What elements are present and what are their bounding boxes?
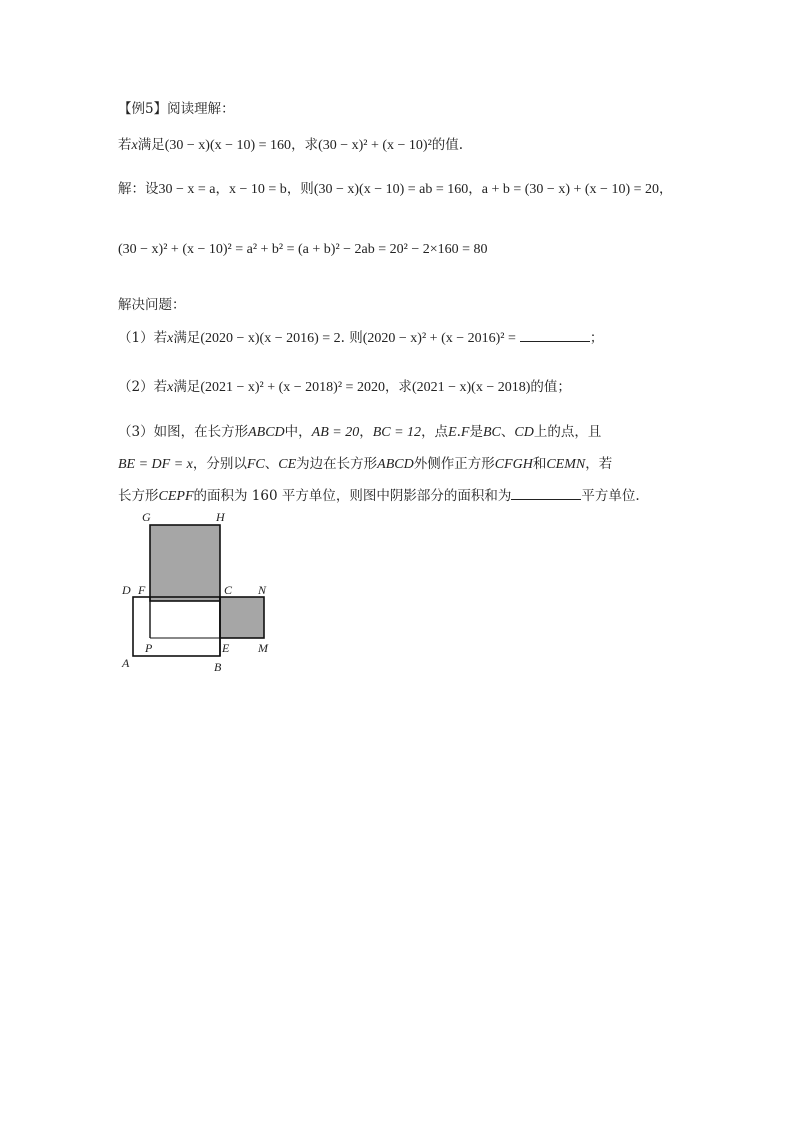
q3-math: CEPF <box>158 489 194 504</box>
q3-math: BC <box>482 425 501 440</box>
q3-math: CD <box>514 425 534 440</box>
q2-text: （2）若 <box>118 379 168 395</box>
label-a: A <box>122 656 130 670</box>
q2-text: 的值； <box>530 379 571 395</box>
variable-x: x <box>131 138 138 153</box>
q3-math: CEMN <box>546 457 586 472</box>
question-3-line-2 <box>118 454 612 475</box>
label-m: M <box>258 641 268 655</box>
q3-math: ABCD <box>377 457 414 472</box>
question-3-line-3 <box>118 486 640 507</box>
label-h: H <box>216 510 225 524</box>
example-title-text: 【例5】阅读理解： <box>118 101 235 117</box>
label-c: C <box>224 583 233 597</box>
q1-text: ； <box>589 330 604 346</box>
q1-expression: (2020 − x)² + (x − 2016)² = <box>362 331 516 346</box>
q2-expression: (2021 − x)(x − 2018) <box>411 380 531 395</box>
q3-text: 为边在长方形 <box>296 456 378 472</box>
square-cfgh <box>150 525 220 601</box>
q1-text: . 则 <box>340 330 363 346</box>
question-3-line-1 <box>118 422 601 443</box>
q3-text: ，若 <box>585 456 613 472</box>
q3-text: 上的点，且 <box>533 424 602 440</box>
geometry-figure <box>110 505 290 675</box>
substitution-b: x − 10 = b <box>229 182 287 197</box>
variable-x: x <box>167 380 174 395</box>
target-expression: (30 − x)² + (x − 10)² <box>318 138 432 153</box>
q3-text: 、 <box>264 456 279 472</box>
condition-text: 的值. <box>431 137 464 153</box>
q3-text: 平方单位. <box>581 488 640 504</box>
q3-text: 外侧作正方形 <box>413 456 495 472</box>
q1-text: （1）若 <box>118 330 168 346</box>
q3-math: ABCD <box>248 425 285 440</box>
q2-text: ，求 <box>384 379 412 395</box>
q3-text: 长方形 <box>118 488 159 504</box>
q3-text: 的面积为 160 平方单位，则图中阴影部分的面积和为 <box>193 488 512 504</box>
q3-answer-blank[interactable] <box>511 487 581 500</box>
label-n: N <box>258 583 267 597</box>
q3-text: （3）如图，在长方形 <box>118 424 249 440</box>
label-f: F <box>138 583 146 597</box>
sum-equation: a + b = (30 − x) + (x − 10) = 20 <box>481 182 660 197</box>
question-1 <box>118 328 603 349</box>
example-solution <box>118 179 673 200</box>
q1-equation: (2020 − x)(x − 2016) = 2 <box>200 331 341 346</box>
q3-text: 是 <box>469 424 483 440</box>
separator: ， <box>468 181 482 197</box>
separator: ， <box>215 181 230 197</box>
q2-text: 满足 <box>173 379 201 395</box>
condition-text: ，求 <box>291 137 319 153</box>
question-2 <box>118 377 571 398</box>
q3-math: F <box>460 425 470 440</box>
separator: ， <box>659 181 673 197</box>
q3-text: ，点 <box>421 424 449 440</box>
q3-text: ， <box>359 424 373 440</box>
q3-math: CE <box>278 457 297 472</box>
example-derivation: (30 − x)² + (x − 10)² = a² + b² = (a + b)² − 2ab = 20² − 2×160 = 80 <box>118 242 488 257</box>
problems-heading: 解决问题： <box>118 297 186 313</box>
label-b: B <box>214 660 222 674</box>
label-d: D <box>122 583 131 597</box>
q3-math: E <box>448 425 457 440</box>
condition-text: 若 <box>118 137 132 153</box>
q3-math: BE = DF = x <box>118 457 193 472</box>
q3-math: FC <box>246 457 265 472</box>
product-equation: (30 − x)(x − 10) = ab = 160 <box>313 182 469 197</box>
label-g: G <box>142 510 151 524</box>
q3-text: 中， <box>284 424 312 440</box>
example-condition <box>118 135 463 156</box>
solution-text: ，则 <box>286 181 314 197</box>
q2-equation: (2021 − x)² + (x − 2018)² = 2020 <box>200 380 385 395</box>
substitution-a: 30 − x = a <box>158 182 216 197</box>
q3-math: BC = 12 <box>372 425 422 440</box>
square-cemn <box>220 597 264 638</box>
q1-text: 满足 <box>173 330 201 346</box>
q3-text: 、 <box>500 424 515 440</box>
condition-equation: (30 − x)(x − 10) = 160 <box>164 138 292 153</box>
q3-math: AB = 20 <box>311 425 360 440</box>
example-title <box>118 99 235 119</box>
q3-text: . <box>456 424 461 440</box>
solution-text: 解：设 <box>118 181 159 197</box>
q3-text: 和 <box>532 456 547 472</box>
q3-math: CFGH <box>494 457 533 472</box>
q1-answer-blank[interactable] <box>520 329 590 342</box>
condition-text: 满足 <box>137 137 165 153</box>
label-e: E <box>222 641 230 655</box>
q3-text: ，分别以 <box>192 456 247 472</box>
label-p: P <box>145 641 153 655</box>
variable-x: x <box>167 331 174 346</box>
